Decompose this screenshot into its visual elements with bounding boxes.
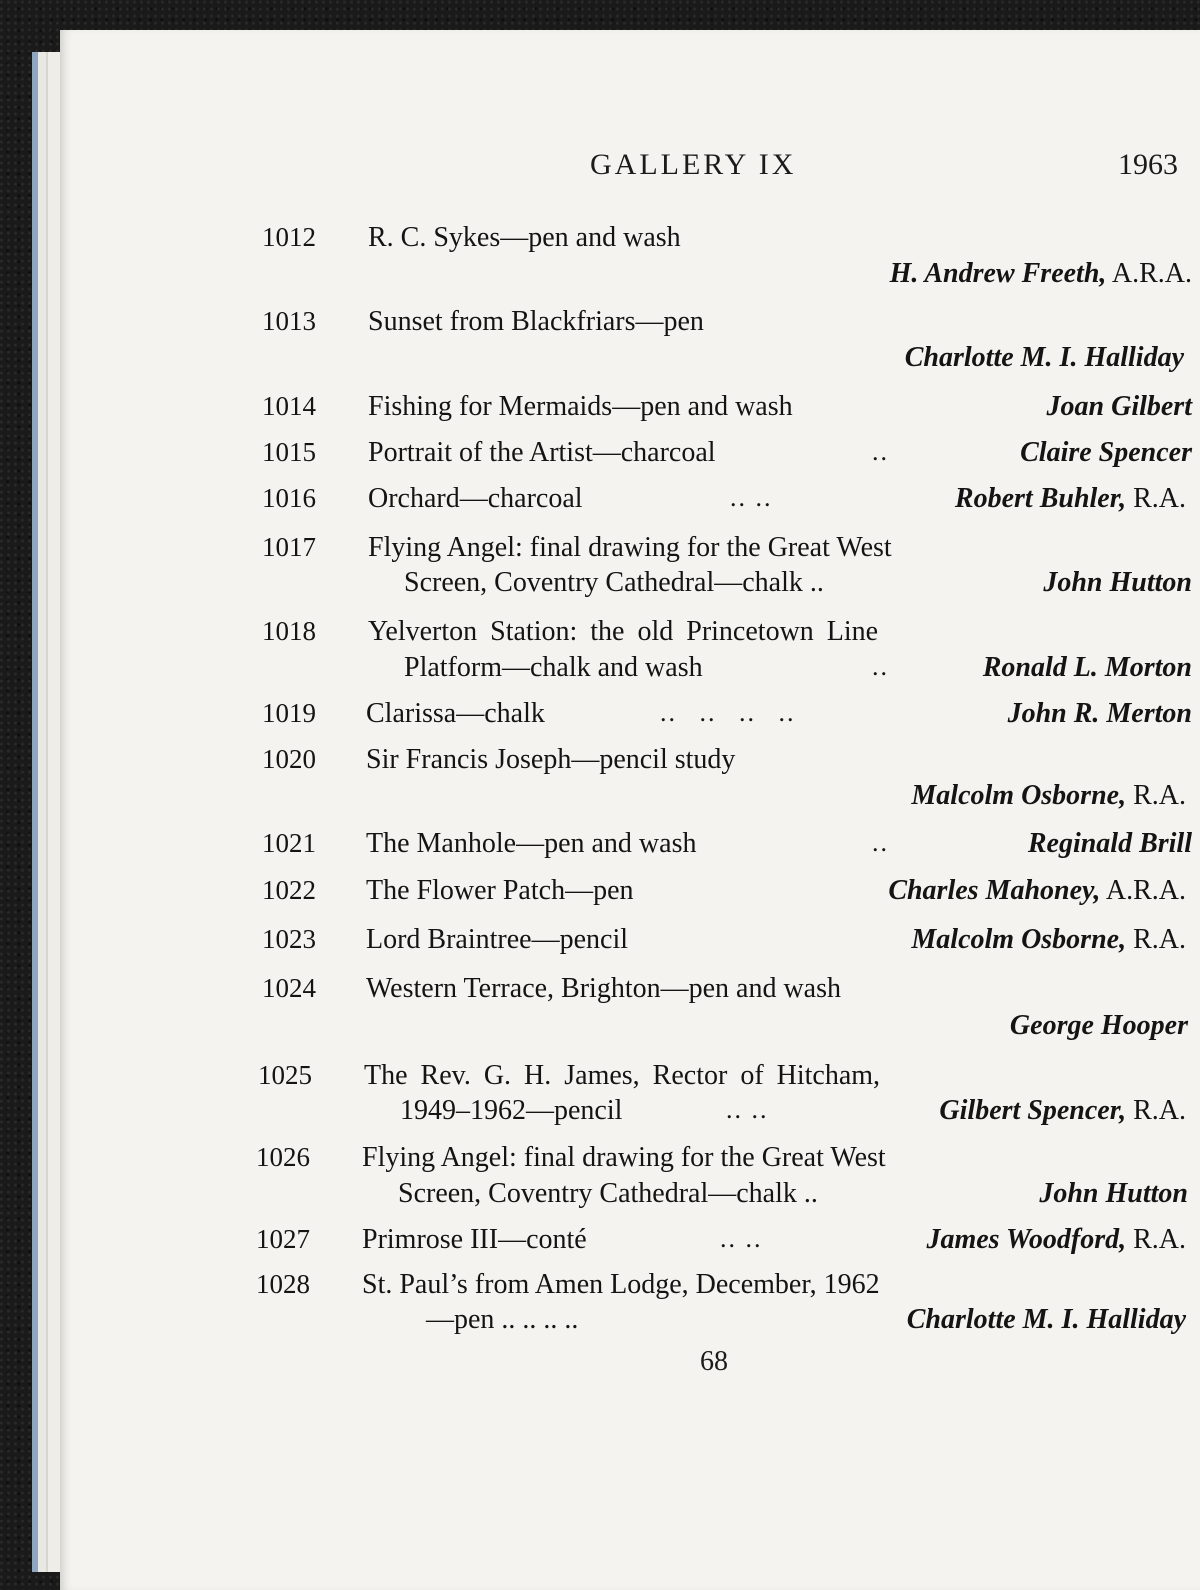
entry-artist [911,780,1186,812]
entry-title: Orchard—charcoal [368,483,583,514]
artist-suffix: A.R.A. [1106,258,1192,289]
artist-name: John R. Merton [1007,698,1192,729]
artist-name: Malcolm Osborne, [911,924,1127,955]
artist-name: Malcolm Osborne, [911,780,1127,811]
entry-number: 1016 [262,483,316,513]
leader-dots: .. [872,437,889,466]
artist-name: H. Andrew Freeth, [889,258,1107,289]
entry-title: R. C. Sykes—pen and wash [368,222,681,253]
entry-number: 1018 [262,616,316,646]
entry-artist [888,875,1186,907]
entry-title: Flying Angel: final drawing for the Great West [368,532,892,563]
entry-title: Flying Angel: final drawing for the Great West [362,1142,886,1173]
entry-artist [1039,1178,1188,1210]
catalogue-entry-artist-line [0,342,1200,376]
entry-artist [955,483,1186,515]
year: 1963 [1118,148,1178,181]
catalogue-entry [0,744,1200,778]
entry-title: Western Terrace, Brighton—pen and wash [366,973,842,1004]
entry-title: Primrose III—conté [362,1224,587,1255]
entry-title: Yelverton Station: the old Princetown Line [368,616,879,647]
entry-number: 1027 [256,1224,310,1254]
entry-title: St. Paul’s from Amen Lodge, December, 1962 [362,1269,880,1300]
entry-artist [939,1095,1186,1127]
entry-number: 1021 [262,828,316,858]
artist-name: Gilbert Spencer, [939,1095,1127,1126]
entry-number: 1013 [262,306,316,336]
entry-title-continued: —pen .. .. .. .. [426,1304,579,1335]
entry-number: 1025 [258,1060,312,1090]
entry-title: The Rev. G. H. James, Rector of Hitcham, [364,1060,881,1091]
catalogue-entry [0,1224,1200,1258]
artist-suffix: R.A. [1126,1224,1186,1255]
artist-name: Robert Buhler, [954,483,1127,514]
entry-number: 1017 [262,532,316,562]
catalogue-entry [0,306,1200,340]
entry-title-continued: Platform—chalk and wash [404,652,703,683]
page-number: 68 [700,1346,728,1377]
artist-suffix: R.A. [1126,924,1186,955]
artist-name: James Woodford, [926,1224,1127,1255]
entry-title: Lord Braintree—pencil [366,924,629,955]
artist-name: John Hutton [1039,1178,1188,1209]
entry-artist [905,342,1184,374]
artist-suffix: R.A. [1126,780,1186,811]
entry-artist [926,1224,1186,1256]
entry-artist [907,1304,1186,1336]
entry-artist [1028,828,1192,860]
artist-name: John Hutton [1043,567,1192,598]
entry-number: 1026 [256,1142,310,1172]
entry-title-continued: Screen, Coventry Cathedral—chalk .. [398,1178,818,1209]
entry-title: Sir Francis Joseph—pencil study [366,744,736,775]
gallery-title: GALLERY IX [590,148,797,181]
leader-dots: .. [872,828,889,857]
artist-name: Claire Spencer [1020,437,1192,468]
entry-number: 1012 [262,222,316,252]
entry-title: Clarissa—chalk [366,698,545,729]
artist-name: Ronald L. Morton [982,652,1192,683]
entry-title-continued: 1949–1962—pencil [400,1095,623,1126]
artist-name: Charlotte M. I. Halliday [906,1304,1186,1335]
leader-dots: .. .. [730,483,773,512]
leader-dots: .. [872,652,889,681]
leader-dots: .. .. [726,1095,769,1124]
artist-name: Charles Mahoney, [888,875,1101,906]
catalogue-entry [0,1142,1200,1176]
catalogue-entry [0,222,1200,256]
catalogue-entry-continued [0,1095,1200,1129]
entry-artist [890,258,1192,290]
catalogue-entry [0,616,1200,650]
catalogue-entry [0,973,1200,1007]
artist-suffix: A.R.A. [1100,875,1186,906]
entry-title: The Flower Patch—pen [366,875,634,906]
entry-artist [1043,567,1192,599]
entry-title: The Manhole—pen and wash [366,828,697,859]
entry-number: 1019 [262,698,316,728]
artist-name: Joan Gilbert [1046,391,1192,422]
page-header [0,148,1200,188]
entry-number: 1022 [262,875,316,905]
catalogue-entry-artist-line [0,258,1200,292]
entry-artist [1008,698,1192,730]
entry-number: 1024 [262,973,316,1003]
catalogue-entry [0,437,1200,471]
entry-artist [911,924,1186,956]
entry-artist [1020,437,1192,469]
catalogue-entry [0,483,1200,517]
entry-title: Portrait of the Artist—charcoal [368,437,716,468]
catalogue-entry [0,924,1200,958]
entry-artist [1047,391,1192,423]
entry-artist [983,652,1192,684]
catalogue-entry [0,1269,1200,1303]
catalogue-entry-artist-line [0,1010,1200,1044]
catalogue-entry [0,532,1200,566]
artist-suffix: R.A. [1126,1095,1186,1126]
artist-name: Reginald Brill [1027,828,1192,859]
entry-number: 1023 [262,924,316,954]
catalogue-entry [0,391,1200,425]
catalogue-entry [0,875,1200,909]
entry-number: 1015 [262,437,316,467]
entry-number: 1014 [262,391,316,421]
entry-artist [1010,1010,1188,1042]
leader-dots: .. .. [720,1224,763,1253]
catalogue-entry [0,828,1200,862]
entry-title-continued: Screen, Coventry Cathedral—chalk .. [404,567,824,598]
artist-suffix: R.A. [1126,483,1186,514]
catalogue-entry-continued [0,652,1200,686]
entry-number: 1020 [262,744,316,774]
artist-name: Charlotte M. I. Halliday [904,342,1184,373]
catalogue-entry-continued [0,567,1200,601]
entry-title: Fishing for Mermaids—pen and wash [368,391,793,422]
catalogue-entry [0,698,1200,732]
entry-number: 1028 [256,1269,310,1299]
artist-name: George Hooper [1009,1010,1188,1041]
catalogue-entry-continued [0,1304,1200,1338]
catalogue-entry-artist-line [0,780,1200,814]
entry-title: Sunset from Blackfriars—pen [368,306,704,337]
catalogue-entry [0,1060,1200,1094]
catalogue-entry-continued [0,1178,1200,1212]
leader-dots: .. .. .. .. [660,698,796,727]
